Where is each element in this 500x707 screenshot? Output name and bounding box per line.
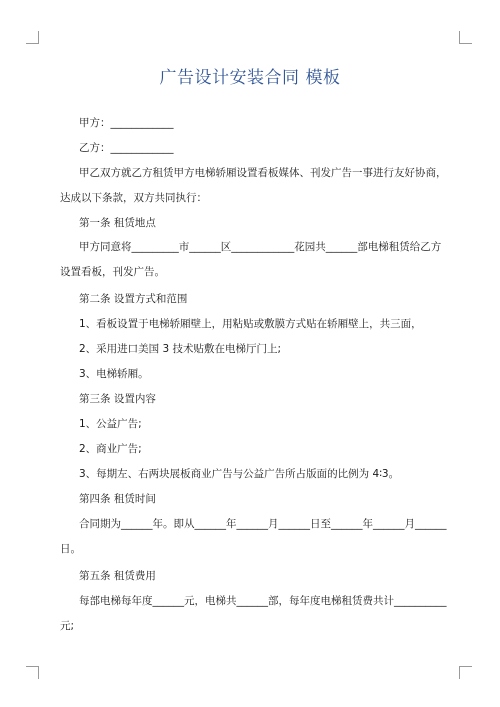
article-4-text-line-1: 合同期为______年。即从______年______月______日至______年______月______	[79, 518, 447, 530]
article-4-heading: 第四条 租赁时间	[79, 493, 156, 505]
party-b-line: 乙方：____________	[79, 142, 174, 154]
article-1-heading: 第一条 租赁地点	[79, 217, 156, 229]
article-5-heading: 第五条 租赁费用	[79, 570, 156, 582]
article-3-item-1: 1、公益广告;	[79, 418, 142, 430]
article-2-heading: 第二条 设置方式和范围	[79, 293, 188, 305]
party-a-line: 甲方：____________	[79, 117, 174, 129]
article-3-item-2: 2、商业广告;	[79, 443, 142, 455]
article-2-item-1: 1、看板设置于电梯轿厢壁上，用粘贴或敷膜方式贴在轿厢壁上，共三面，	[79, 318, 422, 330]
article-1-text-line-2: 设置看板，刊发广告。	[60, 266, 165, 278]
page-corner-mark-top-left	[26, 31, 39, 44]
page-corner-mark-top-right	[459, 31, 472, 44]
page-corner-mark-bottom-right	[459, 666, 472, 679]
article-5-text-line-2: 元;	[60, 620, 75, 632]
article-3-item-3: 3、每期左、右两块展板商业广告与公益广告所占版面的比例为 4∶3。	[79, 468, 400, 480]
page-corner-mark-bottom-left	[26, 666, 39, 679]
article-2-item-3: 3、电梯轿厢。	[79, 368, 149, 380]
article-5-text-line-1: 每部电梯每年度______元，电梯共______部，每年度电梯租赁费共计__________	[79, 595, 447, 607]
article-1-text-line-1: 甲方同意将_________市______区____________花园共______部电梯租赁给乙方	[79, 241, 442, 253]
article-3-heading: 第三条 设置内容	[79, 393, 156, 405]
article-4-text-line-2: 日。	[60, 543, 81, 555]
intro-paragraph-line-1: 甲乙双方就乙方租赁甲方电梯轿厢设置看板媒体、刊发广告一事进行友好协商，	[79, 167, 447, 179]
intro-paragraph-line-2: 达成以下条款，双方共同执行：	[60, 192, 207, 204]
document-title: 广告设计安装合同 模板	[159, 68, 341, 88]
article-2-item-2: 2、采用进口美国 3 技术贴敷在电梯厅门上;	[79, 343, 282, 355]
